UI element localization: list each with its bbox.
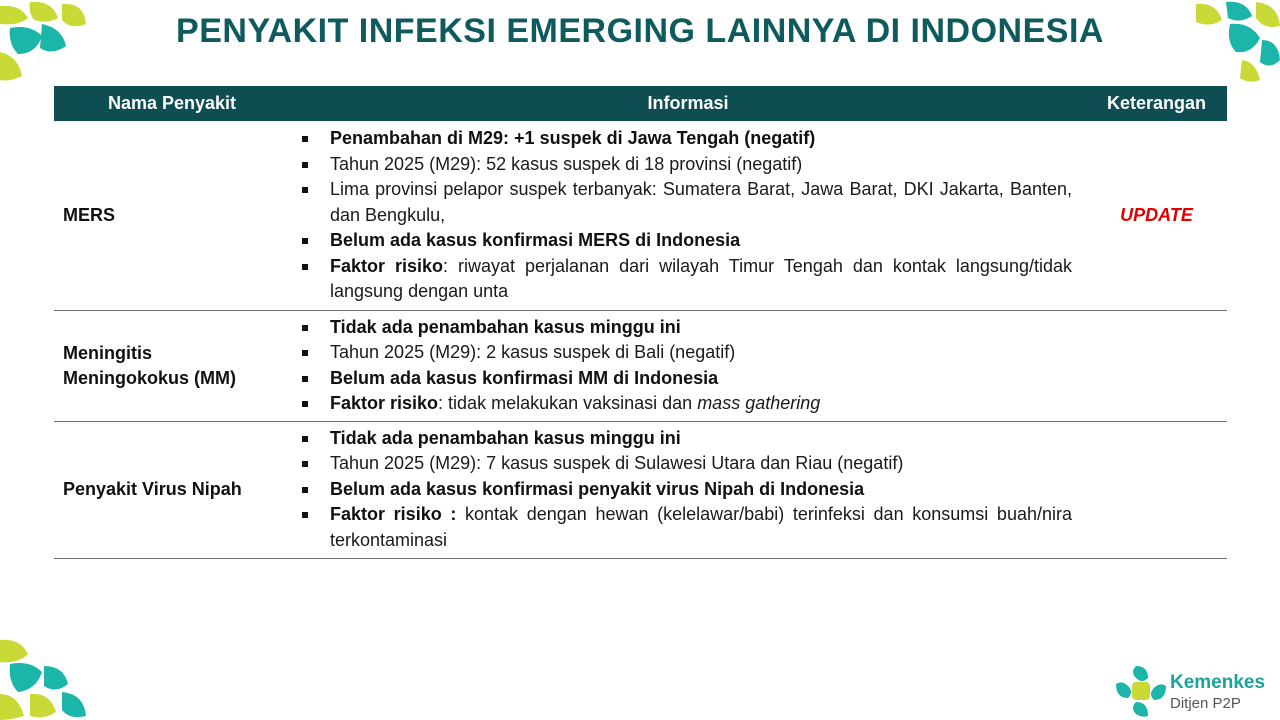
- remarks-nipah: [1086, 421, 1227, 558]
- list-item: Tahun 2025 (M29): 2 kasus suspek di Bali (negatif): [290, 340, 1086, 366]
- risk-factor-label: Faktor risiko :: [330, 504, 457, 525]
- decor-bottom-left: [0, 636, 90, 720]
- table-row-mers: [54, 121, 1227, 310]
- disease-name-meningitis: [54, 310, 290, 421]
- info-meningitis: [290, 310, 1086, 421]
- table-row-meningitis: [54, 310, 1227, 421]
- decor-top-left: [0, 0, 90, 84]
- header-information: Informasi: [290, 86, 1086, 121]
- risk-factor-text: : riwayat perjalanan dari wilayah Timur Tengah dan kontak langsung/tidak langsung dengan unta: [330, 255, 1072, 301]
- list-item: Belum ada kasus konfirmasi penyakit virus Nipah di Indonesia: [290, 477, 1086, 503]
- kemenkes-logo-icon: [1114, 664, 1168, 718]
- risk-factor-text: : tidak melakukan vaksinasi dan: [438, 393, 698, 413]
- list-item: Tidak ada penambahan kasus minggu ini: [290, 315, 1086, 341]
- risk-factor-label: Faktor risiko: [330, 255, 444, 276]
- list-item: Tahun 2025 (M29): 7 kasus suspek di Sulawesi Utara dan Riau (negatif): [290, 451, 1086, 477]
- list-item: Lima provinsi pelapor suspek terbanyak: Sumatera Barat, Jawa Barat, DKI Jakarta, Banten, dan Bengkulu,: [290, 177, 1086, 228]
- header-disease-name: Nama Penyakit: [54, 86, 290, 121]
- kemenkes-logo: [1112, 660, 1280, 720]
- info-list-nipah: [290, 426, 1086, 554]
- info-list-mers: [290, 126, 1086, 305]
- list-item: Belum ada kasus konfirmasi MERS di Indonesia: [290, 228, 1086, 254]
- disease-name-line: Meningitis: [63, 342, 152, 363]
- disease-name-nipah: Penyakit Virus Nipah: [54, 421, 290, 558]
- info-nipah: [290, 421, 1086, 558]
- header-remarks: Keterangan: [1086, 86, 1227, 121]
- list-item: Belum ada kasus konfirmasi MM di Indonesia: [290, 366, 1086, 392]
- info-list-meningitis: [290, 315, 1086, 417]
- remarks-meningitis: [1086, 310, 1227, 421]
- list-item: [290, 391, 1086, 417]
- risk-factor-label: Faktor risiko: [330, 393, 439, 413]
- list-item: Tidak ada penambahan kasus minggu ini: [290, 426, 1086, 452]
- list-item: [290, 502, 1086, 553]
- table-row-nipah: [54, 421, 1227, 558]
- logo-name: Kemenkes: [1170, 672, 1266, 693]
- decor-top-right: [1190, 0, 1280, 84]
- list-item: Penambahan di M29: +1 suspek di Jawa Tengah (negatif): [290, 126, 1086, 152]
- risk-factor-italic: mass gathering: [697, 393, 821, 413]
- disease-table: [54, 86, 1227, 559]
- table-header-row: [54, 86, 1227, 121]
- info-mers: [290, 121, 1086, 310]
- risk-factor-text: kontak dengan hewan (kelelawar/babi) terinfeksi dan konsumsi buah/nira terkontaminasi: [330, 504, 1072, 550]
- logo-subname: Ditjen P2P: [1170, 695, 1241, 712]
- update-badge: UPDATE: [1086, 121, 1227, 310]
- disease-name-line: Meningokokus (MM): [63, 367, 236, 388]
- page-title: PENYAKIT INFEKSI EMERGING LAINNYA DI INDONESIA: [176, 12, 1104, 50]
- list-item: [290, 254, 1086, 305]
- list-item: Tahun 2025 (M29): 52 kasus suspek di 18 provinsi (negatif): [290, 152, 1086, 178]
- disease-name-mers: MERS: [54, 121, 290, 310]
